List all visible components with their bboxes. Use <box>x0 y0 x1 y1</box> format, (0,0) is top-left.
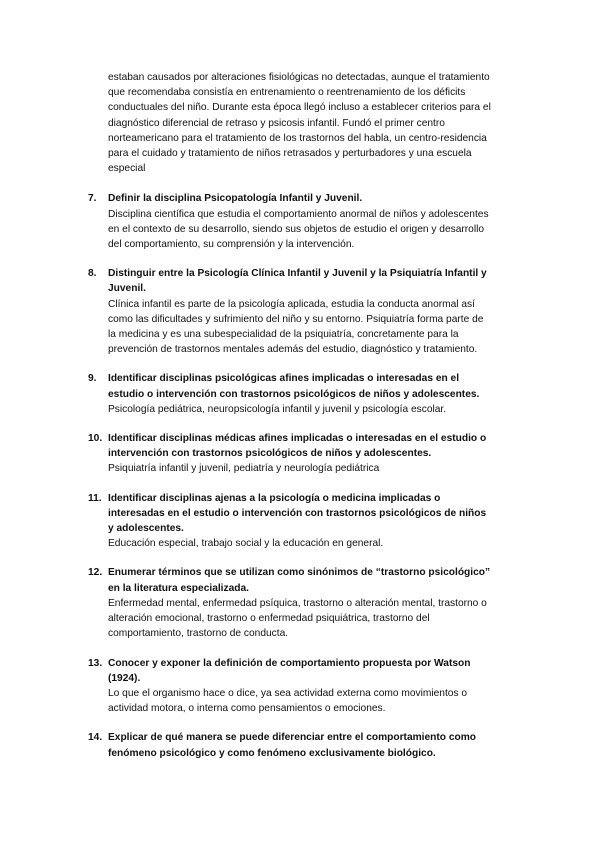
answer-paragraph <box>108 207 530 253</box>
answer-line: Psiquiatría infantil y juvenil, pediatría y neurología pediátrica <box>108 463 380 475</box>
question-title-line: interesadas en el estudio o intervención con trastornos psicológicos de niños <box>108 507 487 519</box>
question-title-line: Identificar disciplinas médicas afines implicadas o interesadas en el estudio o <box>108 433 487 445</box>
answer-line: Clínica infantil es parte de la psicología aplicada, estudia la conducta anormal así <box>108 298 475 310</box>
question-title-line: Identificar disciplinas ajenas a la psicología o medicina implicadas o <box>108 492 441 504</box>
intro-line: que recomendaba consistía en entrenamiento o reentrenamiento de los déficits <box>108 87 466 99</box>
question-item <box>88 730 530 760</box>
question-title-line: Conocer y exponer la definición de comportamiento propuesta por Watson <box>108 657 471 669</box>
question-title-line: Juvenil. <box>108 283 146 295</box>
question-body <box>108 565 530 641</box>
question-title-line: (1924). <box>108 672 141 684</box>
question-item <box>88 266 530 357</box>
question-number: 9. <box>88 373 97 385</box>
answer-line: Lo que el organismo hace o dice, ya sea actividad externa como movimientos o <box>108 687 468 699</box>
answer-paragraph <box>108 297 530 358</box>
question-body <box>108 191 530 252</box>
answer-paragraph <box>108 596 530 642</box>
question-item <box>88 656 530 717</box>
question-number: 14. <box>88 732 103 744</box>
answer-line: como las dificultades y sufrimiento del niño y su entorno. Psiquiatría forma parte de <box>108 313 484 325</box>
question-title <box>108 565 530 595</box>
question-item <box>88 491 530 552</box>
question-title-line: Definir la disciplina Psicopatología Infantil y Juvenil. <box>108 193 363 205</box>
question-title <box>108 266 530 296</box>
question-number: 13. <box>88 657 103 669</box>
answer-line: en el contexto de su desarrollo, siendo sus objetos de estudio el origen y desarrollo <box>108 223 485 235</box>
question-title-line: Enumerar términos que se utilizan como sinónimos de “trastorno psicológico” <box>108 567 491 579</box>
answer-line: Disciplina científica que estudia el comportamiento anormal de niños y adolescentes <box>108 208 489 220</box>
question-title <box>108 371 530 401</box>
question-title <box>108 656 530 686</box>
answer-line: del comportamiento, su comprensión y la intervención. <box>108 239 355 251</box>
question-title <box>108 730 530 760</box>
answer-paragraph <box>108 686 530 716</box>
intro-line: estaban causados por alteraciones fisiológicas no detectadas, aunque el tratamiento <box>108 72 490 83</box>
question-number: 10. <box>88 433 103 445</box>
intro-line: para el cuidado y tratamiento de niños retrasados y perturbadores y una escuela <box>108 148 472 160</box>
intro-line: diagnóstico diferencial de retraso y psicosis infantil. Fundó el primer centro <box>108 117 445 129</box>
answer-line: comportamiento, trastorno de conducta. <box>108 628 289 640</box>
answer-line: Psicología pediátrica, neuropsicología infantil y juvenil y psicología escolar. <box>108 403 447 415</box>
intro-line: norteamericano para el tratamiento de los trastornos del habla, un centro-residencia <box>108 132 487 144</box>
question-title <box>108 491 530 537</box>
intro-line: conductuales del niño. Durante esta época llegó incluso a establecer criterios para el <box>108 102 491 114</box>
intro-paragraph <box>108 70 530 176</box>
question-title-line: intervención con trastornos psicológicos de niños y adolescentes. <box>108 448 432 460</box>
intro-line: especial <box>108 163 146 175</box>
answer-line: prevención de trastornos mentales además del estudio, diagnóstico y tratamiento. <box>108 344 478 356</box>
answer-line: alteración emocional, trastorno o enfermedad psiquiátrica, trastorno del <box>108 613 430 625</box>
question-number: 7. <box>88 193 97 205</box>
question-body <box>108 431 530 477</box>
answer-line: Enfermedad mental, enfermedad psíquica, trastorno o alteración mental, trastorno o <box>108 597 487 609</box>
question-item <box>88 565 530 641</box>
question-title-line: Identificar disciplinas psicológicas afines implicadas o interesadas en el <box>108 373 460 385</box>
question-title-line: y adolescentes. <box>108 523 184 535</box>
question-number: 8. <box>88 268 97 280</box>
question-item <box>88 371 530 417</box>
question-list <box>88 191 530 760</box>
question-body <box>108 266 530 357</box>
answer-paragraph <box>108 536 530 551</box>
question-title-line: Explicar de qué manera se puede diferenciar entre el comportamiento como <box>108 732 476 744</box>
answer-line: Educación especial, trabajo social y la educación en general. <box>108 538 384 550</box>
question-body <box>108 656 530 717</box>
answer-line: actividad motora, o interna como pensamientos o emociones. <box>108 703 386 715</box>
question-title <box>108 191 530 206</box>
question-title-line: Distinguir entre la Psicología Clínica Infantil y Juvenil y la Psiquiatría Infantil y <box>108 268 487 280</box>
question-title <box>108 431 530 461</box>
question-title-line: estudio o intervención con trastornos psicológicos de niños y adolescentes. <box>108 388 480 400</box>
answer-line: la medicina y es una subespecialidad de la psiquiatría, concretamente para la <box>108 329 459 341</box>
question-item <box>88 431 530 477</box>
question-title-line: fenómeno psicológico y como fenómeno exclusivamente biológico. <box>108 747 436 759</box>
question-item <box>88 191 530 252</box>
answer-paragraph <box>108 461 530 476</box>
question-title-line: en la literatura especializada. <box>108 582 249 594</box>
question-body <box>108 491 530 552</box>
question-number: 12. <box>88 567 103 579</box>
question-body <box>108 730 530 760</box>
question-number: 11. <box>88 492 102 504</box>
answer-paragraph <box>108 402 530 417</box>
question-body <box>108 371 530 417</box>
